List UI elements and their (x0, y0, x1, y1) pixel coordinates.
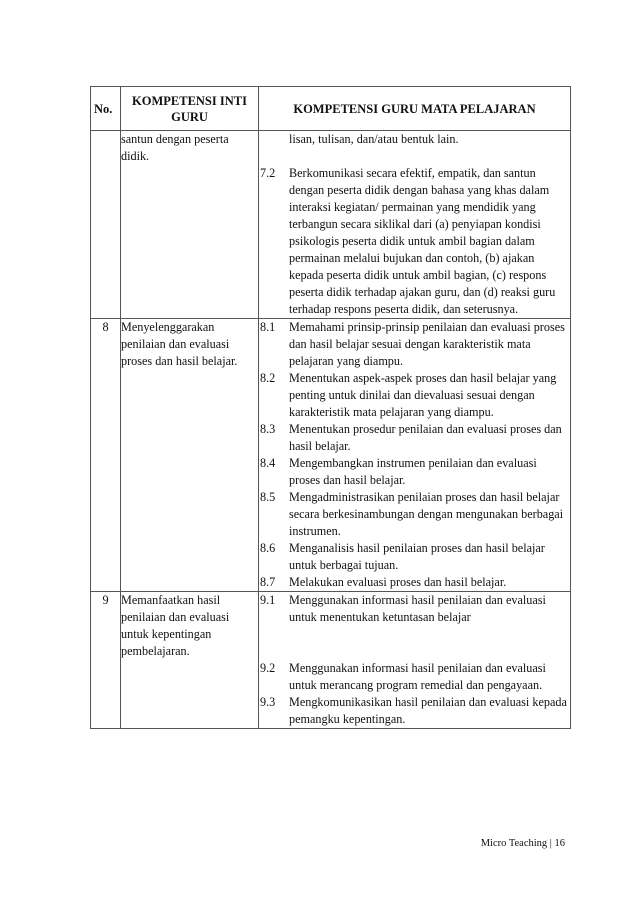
item-text: Mengkomunikasikan hasil penilaian dan evaluasi kepada pemangku kepentingan. (289, 695, 567, 726)
row-number: 8 (91, 319, 121, 592)
table-row (91, 131, 571, 319)
competency-table (90, 86, 571, 729)
header-no: No. (91, 87, 121, 131)
list-item (259, 165, 570, 318)
header-kompetensi-inti: KOMPETENSI INTI GURU (121, 87, 259, 131)
table-row (91, 592, 571, 729)
item-number: 8.3 (260, 422, 276, 436)
item-number: 8.4 (260, 456, 276, 470)
list-item (259, 660, 570, 694)
list-item (259, 370, 570, 421)
item-number: 8.1 (260, 320, 276, 334)
list-item (259, 455, 570, 489)
row-number: 9 (91, 592, 121, 729)
list-item (259, 421, 570, 455)
list-item (259, 319, 570, 370)
item-number: 9.1 (260, 593, 276, 607)
kompetensi-inti-cell: Memanfaatkan hasil penilaian dan evaluasi untuk kepentingan pembelajaran. (121, 592, 259, 729)
item-text: Berkomunikasi secara efektif, empatik, dan santun dengan peserta didik dengan bahasa yang khas dalam interaksi kegiatan/ permainan yang mendidik yang terbangun secara siklikal dari (a) penyiapan kondisi psikologis peserta didik untuk ambil bagian dalam permainan melalui bujukan dan contoh, (b) ajakan kepada peserta didik untuk ambil bagian, (c) respons peserta didik terhadap ajakan guru, dan (d) reaksi guru terhadap respons peserta didik, dan seterusnya. (289, 166, 556, 316)
kompetensi-guru-cell (259, 319, 571, 592)
list-item (259, 489, 570, 540)
item-text: Memahami prinsip-prinsip penilaian dan evaluasi proses dan hasil belajar sesuai dengan karakteristik mata pelajaran yang diampu. (289, 320, 565, 368)
item-number: 8.2 (260, 371, 276, 385)
item-text: Menentukan aspek-aspek proses dan hasil belajar yang penting untuk dinilai dan dievaluasi sesuai dengan karakteristik mata pelajaran yang diampu. (289, 371, 557, 419)
kompetensi-inti-cell: Menyelenggarakan penilaian dan evaluasi proses dan hasil belajar. (121, 319, 259, 592)
kompetensi-inti-cell: santun dengan peserta didik. (121, 131, 259, 319)
item-text: Mengadministrasikan penilaian proses dan hasil belajar secara berkesinambungan dengan mengunakan berbagai instrumen. (289, 490, 564, 538)
item-number: 9.2 (260, 661, 276, 675)
kompetensi-guru-cell (259, 592, 571, 729)
item-number: 8.6 (260, 541, 276, 555)
list-item (259, 540, 570, 574)
item-number: 7.2 (260, 166, 276, 180)
row-number (91, 131, 121, 319)
item-text: Menganalisis hasil penilaian proses dan hasil belajar untuk berbagai tujuan. (289, 541, 545, 572)
item-number: 9.3 (260, 695, 276, 709)
kompetensi-guru-cell (259, 131, 571, 319)
list-item (259, 574, 570, 591)
header-kompetensi-guru: KOMPETENSI GURU MATA PELAJARAN (259, 87, 571, 131)
item-text: lisan, tulisan, dan/atau bentuk lain. (289, 132, 459, 146)
item-text: Menggunakan informasi hasil penilaian dan evaluasi untuk menentukan ketuntasan belajar (289, 593, 546, 624)
item-text: Melakukan evaluasi proses dan hasil belajar. (289, 575, 507, 589)
item-number: 8.7 (260, 575, 276, 589)
item-text: Mengembangkan instrumen penilaian dan evaluasi proses dan hasil belajar. (289, 456, 537, 487)
item-text: Menentukan prosedur penilaian dan evaluasi proses dan hasil belajar. (289, 422, 562, 453)
item-number (259, 131, 289, 148)
item-text: Menggunakan informasi hasil penilaian dan evaluasi untuk merancang program remedial dan pengayaan. (289, 661, 546, 692)
table-header-row (91, 87, 571, 131)
item-number: 8.5 (260, 490, 276, 504)
list-item (259, 592, 570, 626)
table-row (91, 319, 571, 592)
list-item (259, 131, 570, 148)
list-item (259, 694, 570, 728)
page-footer: Micro Teaching | 16 (480, 838, 565, 849)
